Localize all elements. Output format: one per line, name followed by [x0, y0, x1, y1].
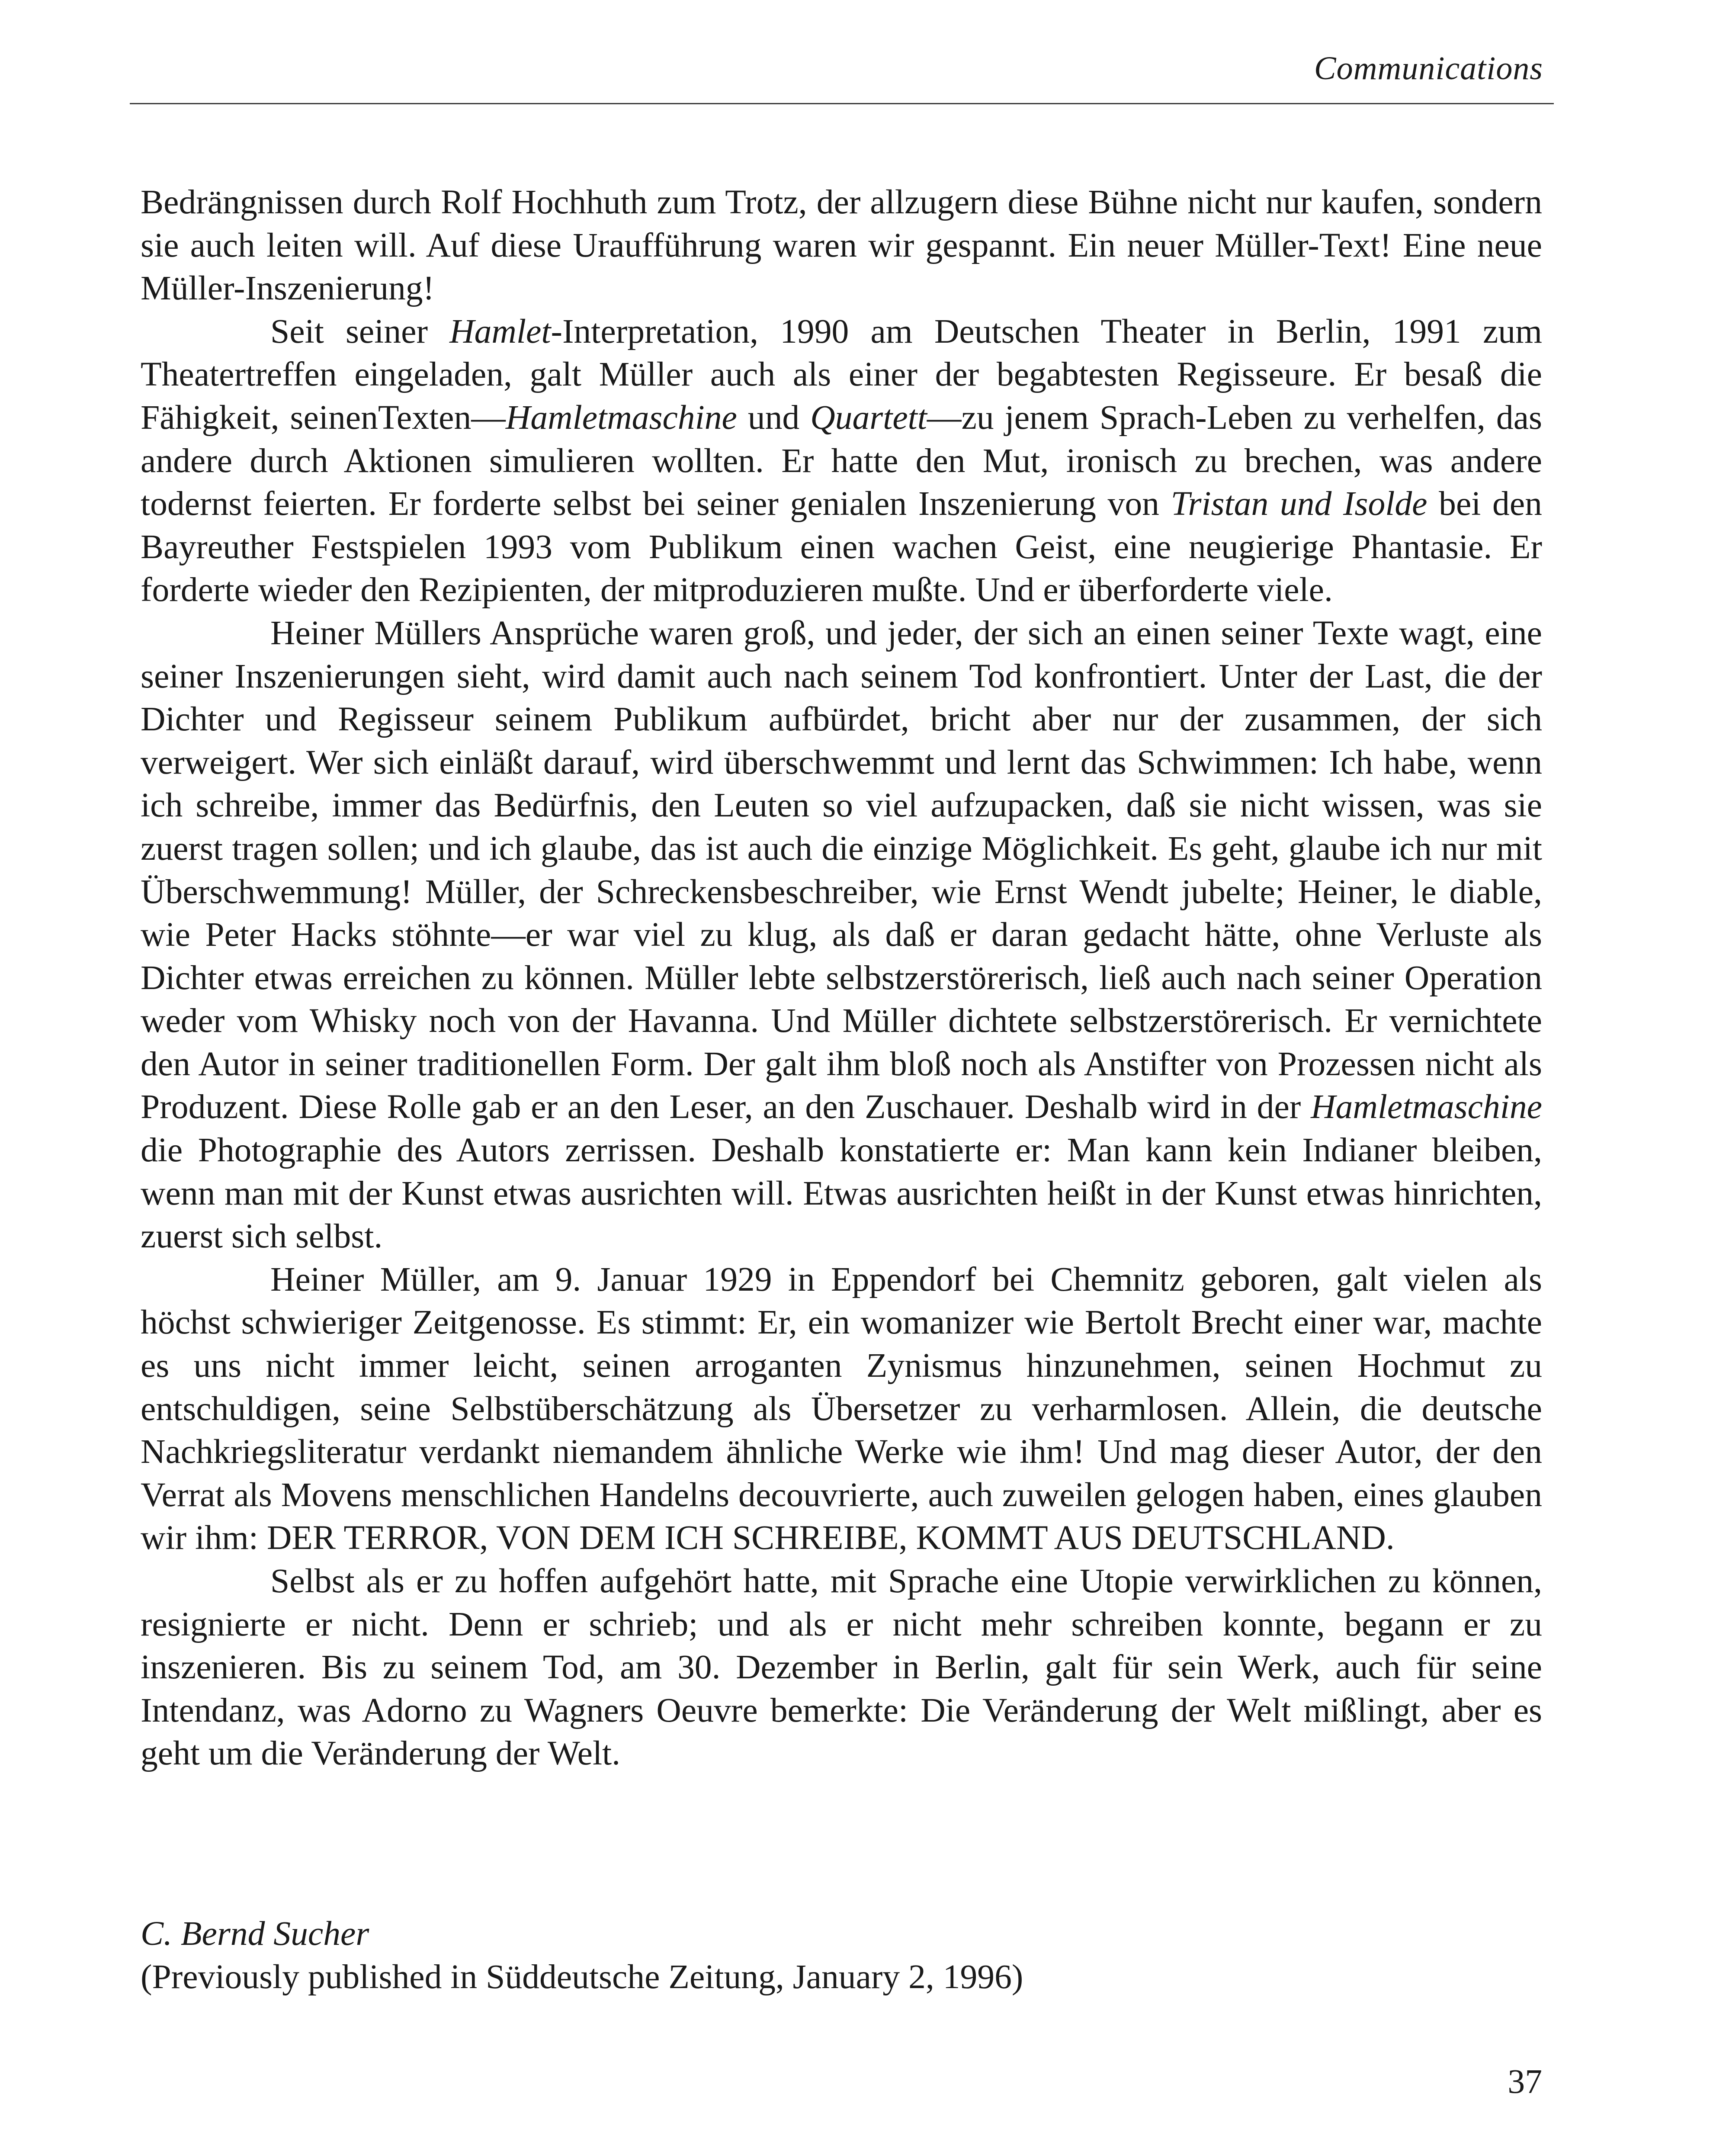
text-run: Bedrängnissen durch Rolf Hochhuth zum Trotz, der allzugern diese Bühne nicht nur kaufen, sondern sie auch leiten will. Auf diese Uraufführung waren wir gespannt. Ein neuer Müller-Text! Eine neue Müller-Inszenierung!	[141, 183, 1542, 308]
text-run: bei den Bayreuther Festspielen 1993 vom Publikum einen wachen Geist, eine neugierige Phantasie. Er forderte wieder den Rezipienten, der mitproduzieren mußte. Und er überforderte viele.	[141, 485, 1542, 609]
italic-title: Tristan und Isolde	[1171, 485, 1427, 523]
paragraph	[141, 612, 1542, 1258]
text-run: Selbst als er zu hoffen aufgehört hatte, mit Sprache eine Utopie verwirklichen zu können, resignierte er nicht. Denn er schrieb; und als er nicht mehr schreiben konnte, begann er zu inszenieren. Bis zu seinem Tod, am 30. Dezember in Berlin, galt für sein Werk, auch für seine Intendanz, was Adorno zu Wagners Oeuvre bemerkte: Die Veränderung der Welt mißlingt, aber es geht um die Veränderung der Welt.	[141, 1562, 1542, 1773]
signature-block	[141, 1912, 1542, 1999]
paragraph	[141, 1258, 1542, 1560]
text-run: Heiner Müllers Ansprüche waren groß, und jeder, der sich an einen seiner Texte wagt, eine seiner Inszenierungen sieht, wird damit auch nach seinem Tod konfrontiert. Unter der Last, die der Dichter und Regisseur seinem Publikum aufbürdet, bricht aber nur der zusammen, der sich verweigert. Wer sich einläßt darauf, wird überschwemmt und lernt das Schwimmen: Ich habe, wenn ich schreibe, immer das Bedürfnis, den Leuten so viel aufzupacken, daß sie nicht wissen, was sie zuerst tragen sollen; und ich glaube, das ist auch die einzige Möglichkeit. Es geht, glaube ich nur mit Überschwemmung! Müller, der Schreckensbeschreiber, wie Ernst Wendt jubelte; Heiner, le diable, wie Peter Hacks stöhnte—er war viel zu klug, als daß er daran gedacht hätte, ohne Verluste als Dichter etwas erreichen zu können. Müller lebte selbstzerstörerisch, ließ auch nach seiner Operation weder vom Whisky noch von der Havanna. Und Müller dichtete selbstzerstörerisch. Er vernichtete den Autor in seiner traditionellen Form. Der galt ihm bloß noch als Anstifter von Prozessen nicht als Produzent. Diese Rolle gab er an den Leser, an den Zuschauer. Deshalb wird in der	[141, 614, 1542, 1126]
italic-title: Hamlet	[449, 312, 551, 350]
paragraph	[141, 1560, 1542, 1775]
paragraph	[141, 310, 1542, 612]
article-body	[141, 181, 1542, 1775]
text-run: Seit seiner	[270, 312, 450, 350]
italic-title: Hamletmaschine	[505, 398, 737, 437]
publication-note: (Previously published in Süddeutsche Zeitung, January 2, 1996)	[141, 1957, 1023, 1996]
paragraph	[141, 181, 1542, 310]
header-rule	[130, 103, 1554, 104]
text-run: die Photographie des Autors zerrissen. Deshalb konstatierte er: Man kann kein Indianer bleiben, wenn man mit der Kunst etwas ausrichten will. Etwas ausrichten heißt in der Kunst etwas hinrichten, zuerst sich selbst.	[141, 1131, 1542, 1256]
running-head: Communications	[1314, 50, 1543, 87]
italic-title: Hamletmaschine	[1311, 1088, 1542, 1126]
italic-title: Quartett	[810, 398, 927, 437]
page-number: 37	[1508, 2063, 1542, 2101]
text-run: -Interpretation, 1990 am Deutschen Theater in Berlin, 1991 zum Theatertreffen eingeladen, galt Müller auch als einer der begabtesten Regisseure. Er besaß die Fähigkeit, seinenTexten—	[141, 312, 1542, 437]
text-run: —zu jenem Sprach-Leben zu verhelfen, das andere durch Aktionen simulieren wollten. Er hatte den Mut, ironisch zu brechen, was andere todernst feierten. Er forderte selbst bei seiner genialen Inszenierung von	[141, 398, 1543, 523]
text-run: und	[737, 398, 811, 437]
text-run: Heiner Müller, am 9. Januar 1929 in Eppendorf bei Chemnitz geboren, galt vielen als höchst schwieriger Zeitgenosse. Es stimmt: Er, ein womanizer wie Bertolt Brecht einer war, machte es uns nicht immer leicht, seinen arroganten Zynismus hinzunehmen, seinen Hochmut zu entschuldigen, seine Selbstüberschätzung als Übersetzer zu verharmlosen. Allein, die deutsche Nachkriegsliteratur verdankt niemandem ähnliche Werke wie ihm! Und mag dieser Autor, der den Verrat als Movens menschlichen Handelns decouvrierte, auch zuweilen gelogen haben, eines glauben wir ihm: DER TERROR, VON DEM ICH SCHREIBE, KOMMT AUS DEUTSCHLAND.	[141, 1260, 1542, 1557]
author-name: C. Bernd Sucher	[141, 1915, 369, 1953]
